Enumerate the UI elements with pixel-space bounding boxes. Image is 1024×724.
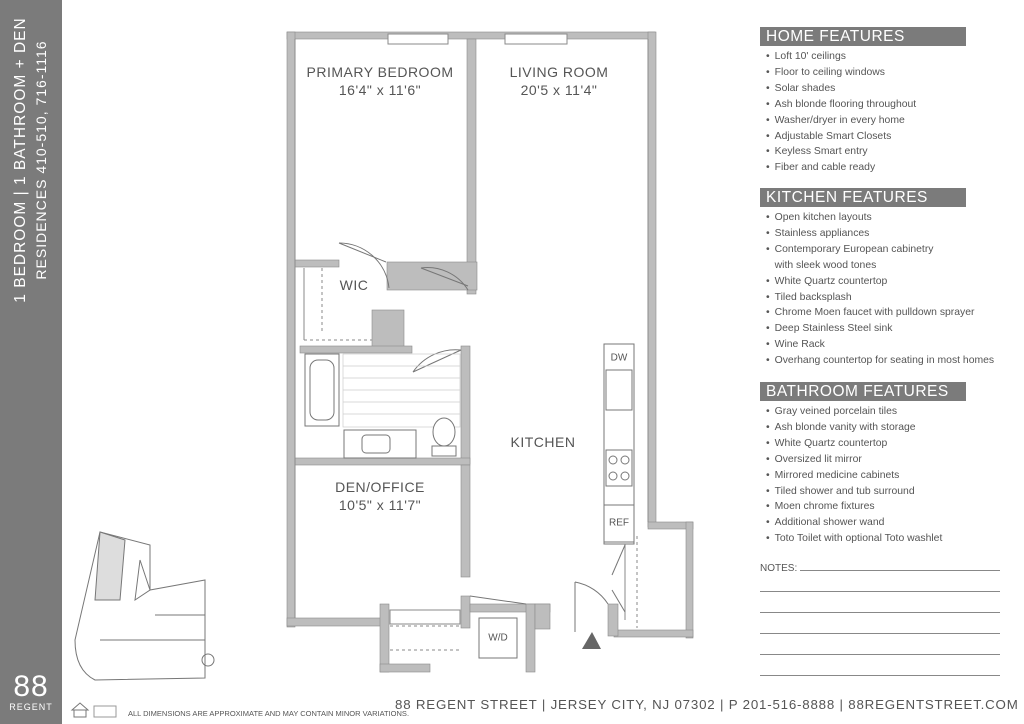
feature-item: • Moen chrome fixtures (766, 501, 875, 513)
feature-item: • Overhang countertop for seating in most homes (766, 355, 995, 367)
north-wall (287, 32, 655, 39)
bullet-icon: • (766, 82, 770, 94)
bathroom-features (760, 382, 1020, 547)
bullet-icon: • (766, 130, 770, 142)
bullet-icon: • (766, 437, 770, 449)
feature-item: • Toto Toilet with optional Toto washlet (766, 533, 943, 545)
bullet-icon: • (766, 98, 770, 110)
footer-address: 88 REGENT STREET | JERSEY CITY, NJ 07302 | P 201-516-8888 | 88REGENTSTREET.COM (395, 697, 1019, 712)
den-east-wall (461, 465, 470, 577)
bath-top-wall (300, 346, 412, 353)
kitchen-features (760, 188, 1020, 369)
east-wall (648, 32, 656, 527)
entry-east-jamb (608, 604, 618, 636)
kitchen-features-list (760, 210, 1020, 369)
bullet-icon: • (766, 227, 770, 239)
home-features-list (760, 49, 1020, 176)
note-line (760, 633, 1000, 634)
feature-item: • Contemporary European cabinetry (766, 243, 934, 255)
bullet-icon: • (766, 162, 770, 174)
toilet-bowl (433, 418, 455, 446)
feature-item: • Keyless Smart entry (766, 146, 868, 158)
feature-item: • Stainless appliances (766, 227, 870, 239)
feature-item: • Mirrored medicine cabinets (766, 469, 900, 481)
note-line (800, 570, 1000, 571)
residence-numbers: RESIDENCES 410-510, 716-1116 (33, 40, 49, 280)
den-label: DEN/OFFICE 10'5" x 11'7" (335, 479, 425, 513)
feature-item: • Oversized lit mirror (766, 453, 862, 465)
feature-item: with sleek wood tones (774, 259, 877, 271)
west-wall (287, 32, 295, 627)
feature-item: • Wine Rack (766, 339, 825, 351)
bullet-icon: • (766, 339, 770, 351)
feature-item: • Tiled shower and tub surround (766, 485, 915, 497)
home-features-title: HOME FEATURES (760, 27, 966, 46)
note-line (760, 591, 1000, 592)
bullet-icon: • (766, 114, 770, 126)
entry-jamb (535, 604, 550, 629)
note-line (760, 654, 1000, 655)
wd-east-wall (526, 604, 535, 672)
kitchen-features-title: KITCHEN FEATURES (760, 188, 966, 207)
bedroom-living-wall (467, 39, 476, 294)
wic-label: WIC (339, 277, 369, 293)
bullet-icon: • (766, 212, 770, 223)
feature-item: • Loft 10' ceilings (766, 51, 846, 62)
bathroom-features-title: BATHROOM FEATURES (760, 382, 966, 401)
feature-item: • Additional shower wand (766, 517, 885, 529)
bullet-icon: • (766, 517, 770, 529)
bullet-icon: • (766, 275, 770, 287)
south-wall-den (287, 618, 387, 626)
bullet-icon: • (766, 421, 770, 433)
bullet-icon: • (766, 66, 770, 78)
note-line (760, 675, 1000, 676)
feature-item: • Chrome Moen faucet with pulldown sprayer (766, 307, 975, 319)
bullet-icon: • (766, 146, 770, 158)
feature-item: • Adjustable Smart Closets (766, 130, 892, 142)
feature-item: • Ash blonde vanity with storage (766, 421, 916, 433)
feature-item: • Washer/dryer in every home (766, 114, 905, 126)
wic-top-wall (295, 260, 339, 267)
washer-dryer-label: W/D (488, 632, 508, 644)
dishwasher-label: DW (610, 352, 628, 364)
bullet-icon: • (766, 323, 770, 335)
closet-east-wall (686, 522, 693, 638)
home-features (760, 27, 1020, 176)
feature-item: • White Quartz countertop (766, 437, 888, 449)
bullet-icon: • (766, 406, 770, 417)
feature-item: • Fiber and cable ready (766, 162, 876, 174)
logo-number: 88 (13, 670, 49, 703)
feature-item: • Open kitchen layouts (766, 212, 872, 223)
bullet-icon: • (766, 243, 770, 255)
wd-west-wall (380, 604, 389, 672)
key-plan (75, 532, 214, 680)
feature-item: • Tiled backsplash (766, 291, 852, 303)
bullet-icon: • (766, 291, 770, 303)
bathroom-features-list (760, 404, 1020, 547)
feature-item: • Ash blonde flooring throughout (766, 98, 917, 110)
living-room-label: LIVING ROOM 20'5 x 11'4" (509, 64, 609, 98)
feature-item: • Floor to ceiling windows (766, 66, 885, 78)
notes-label: NOTES: (760, 563, 798, 574)
bullet-icon: • (766, 355, 770, 367)
feature-item: • Solar shades (766, 82, 836, 94)
bullet-icon: • (766, 501, 770, 513)
equal-housing-logo (70, 700, 120, 718)
bullet-icon: • (766, 307, 770, 319)
bullet-icon: • (766, 533, 770, 545)
entry-arrow-icon (582, 632, 601, 649)
kitchen-label: KITCHEN (510, 434, 576, 450)
bullet-icon: • (766, 485, 770, 497)
bullet-icon: • (766, 469, 770, 481)
primary-bedroom-label: PRIMARY BEDROOM 16'4" x 11'6" (306, 64, 454, 98)
toilet-tank (432, 446, 456, 456)
bullet-icon: • (766, 51, 770, 62)
entry-south-wall (380, 664, 430, 672)
disclaimer: ALL DIMENSIONS ARE APPROXIMATE AND MAY CONTAIN MINOR VARIATIONS. (128, 709, 410, 718)
den-east-wall-lower (461, 596, 470, 628)
unit-type: 1 BEDROOM | 1 BATHROOM + DEN (12, 17, 29, 303)
notes-section (760, 558, 1000, 576)
den-top-wall (295, 458, 470, 465)
note-line (760, 612, 1000, 613)
refrigerator-label: REF (609, 517, 629, 529)
feature-item: • Deep Stainless Steel sink (766, 323, 893, 335)
vanity (344, 430, 416, 458)
feature-item: • White Quartz countertop (766, 275, 888, 287)
closet-south-wall (614, 630, 693, 637)
logo-word: REGENT (9, 702, 53, 712)
bullet-icon: • (766, 453, 770, 465)
wic-closet-mass (387, 262, 477, 290)
feature-item: • Gray veined porcelain tiles (766, 406, 898, 417)
bath-east-wall (461, 346, 470, 464)
